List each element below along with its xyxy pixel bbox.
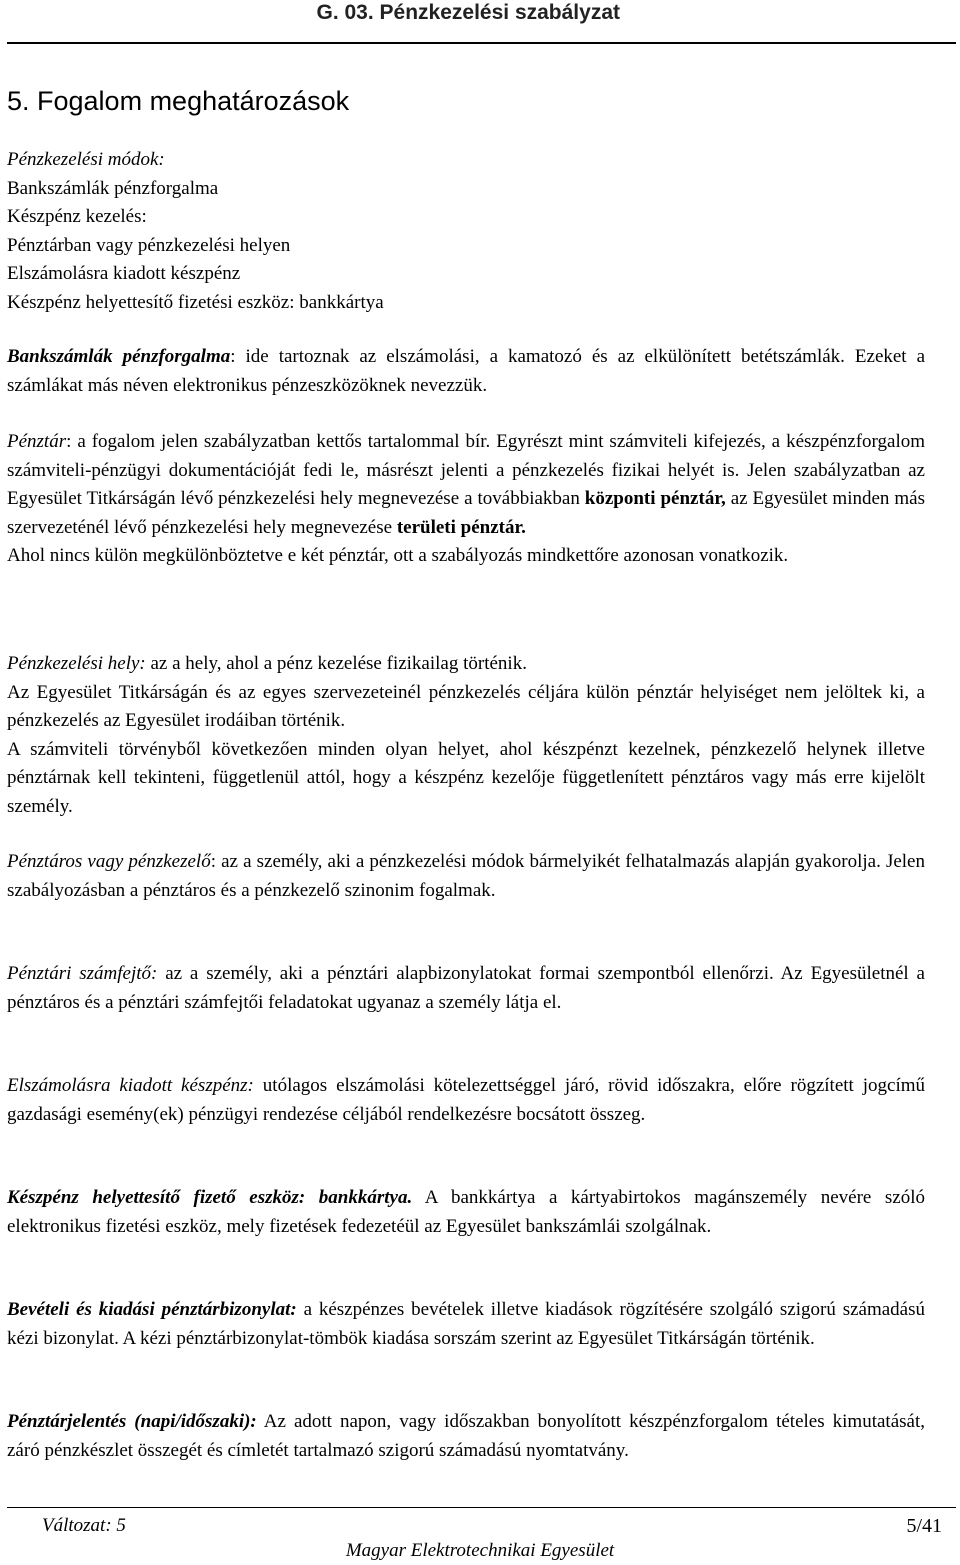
footer-version: Változat: 5 [42, 1515, 126, 1536]
definition-cash-voucher [7, 1296, 925, 1353]
definition-term: Pénztárjelentés (napi/időszaki): [7, 1411, 257, 1432]
definition-text: az a személy, aki a pénztári alapbizonylatokat formai szempontból ellenőrzi. Az Egyesületnél a pénztáros és a pénztári számfejtői feladatokat ugyanaz a személy látja el. [7, 963, 925, 1013]
definition-term: Bankszámlák pénzforgalma [7, 346, 231, 367]
definition-text: A számviteli törvényből következően minden olyan helyet, ahol készpénzt kezelnek, pénzkezelő helynek illetve pénztárnak kell tekinteni, függetlenül attól, hogy a készpénz kezelője függetlenített pénztáros vagy más erre kijelölt személy. [7, 738, 925, 817]
section-heading: 5. Fogalom meghatározások [7, 86, 350, 116]
footer-divider [7, 1507, 956, 1508]
definition-text: Ahol nincs külön megkülönböztetve e két pénztár, ott a szabályozás mindkettőre azonosan vonatkozik. [7, 545, 789, 566]
central-cashdesk-term: központi pénztár, [584, 488, 726, 509]
modes-item: Készpénz helyettesítő fizetési eszköz: bankkártya [7, 291, 384, 313]
definition-text: az Egyesület minden más szervezeténél lévő pénzkezelési hely megnevezése [7, 488, 925, 538]
regional-cashdesk-term: területi pénztár. [396, 516, 526, 538]
modes-item: Készpénz kezelés: [7, 206, 147, 227]
definition-cashier [7, 848, 925, 905]
definition-text: A bankkártya a kártyabirtokos magánszemély nevére szóló elektronikus fizetési eszköz, mely fizetések fedezetéül az Egyesület bankszámlái szolgálnak. [7, 1187, 926, 1237]
definition-text: Az Egyesület Titkárságán és az egyes szervezeteinél pénzkezelés céljára külön pénztár helyiséget nem jelöltek ki, a pénzkezelés az Egyesület irodáiban történik. [7, 681, 925, 731]
definition-cash-report [7, 1408, 925, 1465]
definition-cashdesk [7, 428, 925, 571]
definition-text: : a fogalom jelen szabályzatban kettős tartalommal bír. Egyrészt mint számviteli kifejezés, a készpénzforgalom számviteli-pénzügyi dokumentációját fedi le, másrészt jelenti a pénzkezelés fizikai helyét is. Jelen szabályzatban az Egyesület Titkárságán lévő pénzkezelési hely megnevezése a továbbiakban [7, 431, 925, 509]
modes-label: Pénzkezelési módok: [7, 149, 165, 170]
definition-bank-accounts [7, 343, 925, 400]
definition-term: Elszámolásra kiadott készpénz: [7, 1075, 254, 1096]
definition-text: : ide tartoznak az elszámolási, a kamatozó és az elkülönített betétszámlák. Ezeket a számlákat más néven elektronikus pénzeszközöknek nevezzük. [7, 346, 925, 396]
definition-term: Pénztáros vagy pénzkezelő [7, 851, 211, 872]
modes-item: Elszámolásra kiadott készpénz [7, 263, 241, 284]
definition-cash-handling-place [7, 650, 925, 821]
definition-term: Pénztári számfejtő: [7, 963, 158, 984]
definition-term: Pénzkezelési hely: [7, 653, 146, 674]
definition-term: Készpénz helyettesítő fizető eszköz: bankkártya. [7, 1187, 413, 1208]
modes-item: Bankszámlák pénzforgalma [7, 177, 219, 199]
footer-organization: Magyar Elektrotechnikai Egyesület [345, 1540, 615, 1561]
definition-bank-card [7, 1184, 925, 1241]
footer-page-number: 5/41 [906, 1515, 942, 1537]
page-header-title: G. 03. Pénzkezelési szabályzat [316, 1, 620, 24]
definition-text: a készpénzes bevételek illetve kiadások rögzítésére szolgáló szigorú számadású kézi bizonylat. A kézi pénztárbizonylat-tömbök kiadása sorszám szerint az Egyesület Titkárságán történik. [7, 1299, 925, 1349]
definition-cash-advance [7, 1072, 925, 1129]
definition-text: : az a személy, aki a pénzkezelési módok bármelyikét felhatalmazás alapján gyakorolja. Jelen szabályozásban a pénztáros és a pénzkezelő szinonim fogalmak. [7, 851, 925, 901]
definition-cash-accountant [7, 960, 925, 1017]
definition-term: Pénztár [7, 431, 67, 452]
header-divider [7, 42, 956, 44]
definition-text: Az adott napon, vagy időszakban bonyolított készpénzforgalom tételes kimutatását, záró pénzkészlet összegét és címletét tartalmazó szigorú számadású nyomtatvány. [7, 1411, 925, 1461]
definition-text: utólagos elszámolási kötelezettséggel járó, rövid időszakra, előre rögzített jogcímű gazdasági esemény(ek) pénzügyi rendezése céljából rendelkezésre bocsátott összeg. [7, 1075, 925, 1125]
definition-term: Bevételi és kiadási pénztárbizonylat: [7, 1299, 297, 1320]
money-handling-modes-list [7, 146, 952, 317]
definition-text: az a hely, ahol a pénz kezelése fizikailag történik. [145, 653, 527, 674]
modes-item: Pénztárban vagy pénzkezelési helyen [7, 234, 291, 256]
